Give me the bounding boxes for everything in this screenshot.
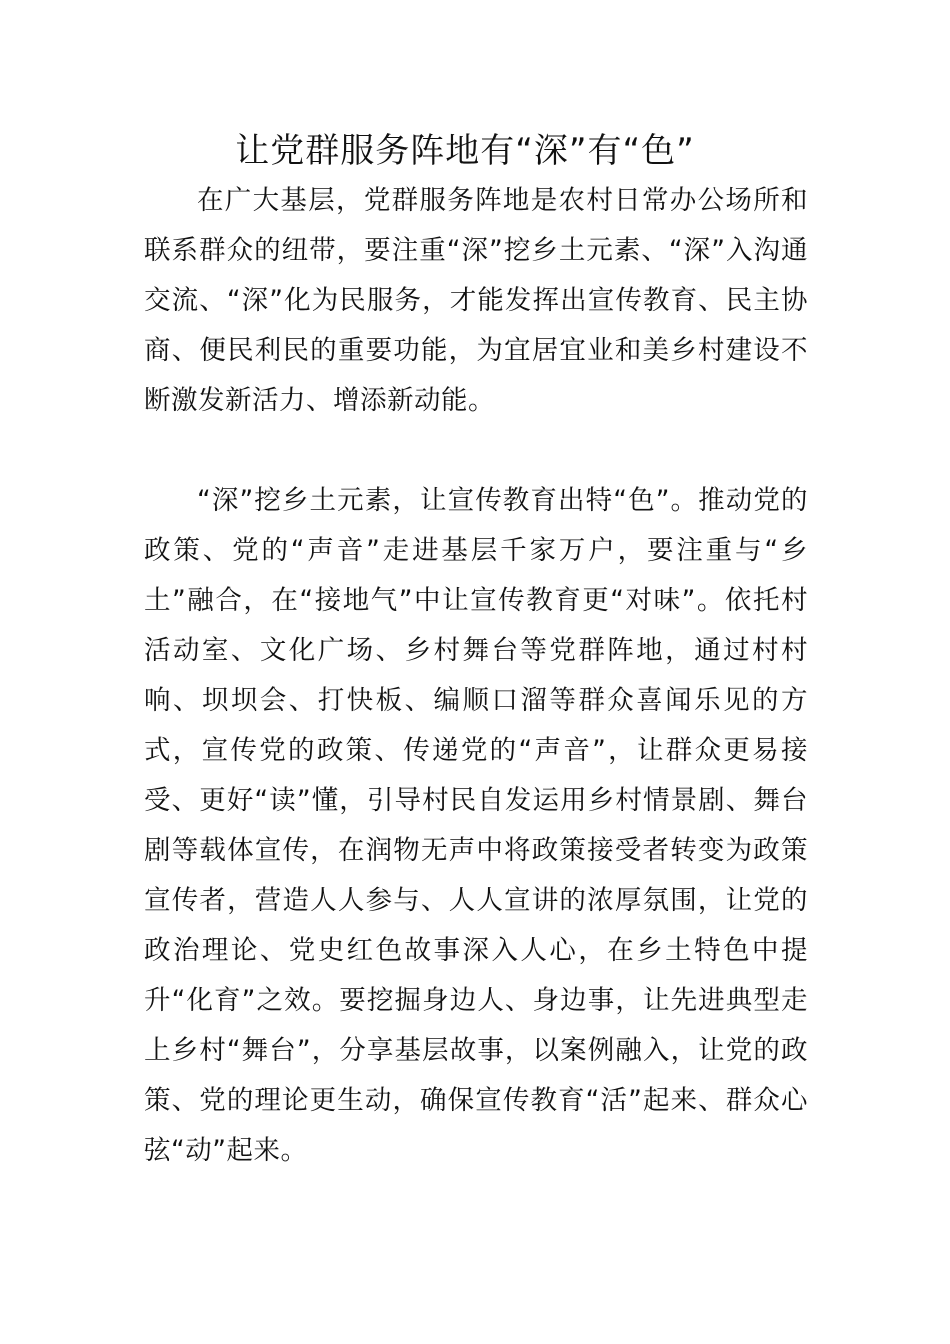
paragraph-local-elements: “深”挖乡土元素，让宣传教育出特“色”。推动党的政策、党的“声音”走进基层千家万户，要注重与“乡土”融合，在“接地气”中让宣传教育更“对味”。依托村活动室、文化广场、乡村舞台等党群阵地，通过村村响、坝坝会、打快板、编顺口溜等群众喜闻乐见的方式，宣传党的政策、传递党的“声音”，让群众更易接受、更好“读”懂，引导村民自发运用乡村情景剧、舞台剧等载体宣传，在润物无声中将政策接受者转变为政策宣传者，营造人人参与、人人宣讲的浓厚氛围，让党的政治理论、党史红色故事深入人心，在乡土特色中提升“化育”之效。要挖掘身边人、身边事，让先进典型走上乡村“舞台”，分享基层故事，以案例融入，让党的政策、党的理论更生动，确保宣传教育“活”起来、群众心弦“动”起来。 bbox=[144, 485, 808, 1166]
paragraph-intro: 在广大基层，党群服务阵地是农村日常办公场所和联系群众的纽带，要注重“深”挖乡土元素、“深”入沟通交流、“深”化为民服务，才能发挥出宣传教育、民主协商、便民利民的重要功能，为宜居宜业和美乡村建设不断激发新活力、增添新动能。 bbox=[144, 185, 808, 416]
document-title: 让党群服务阵地有“深”有“色” bbox=[235, 131, 695, 171]
